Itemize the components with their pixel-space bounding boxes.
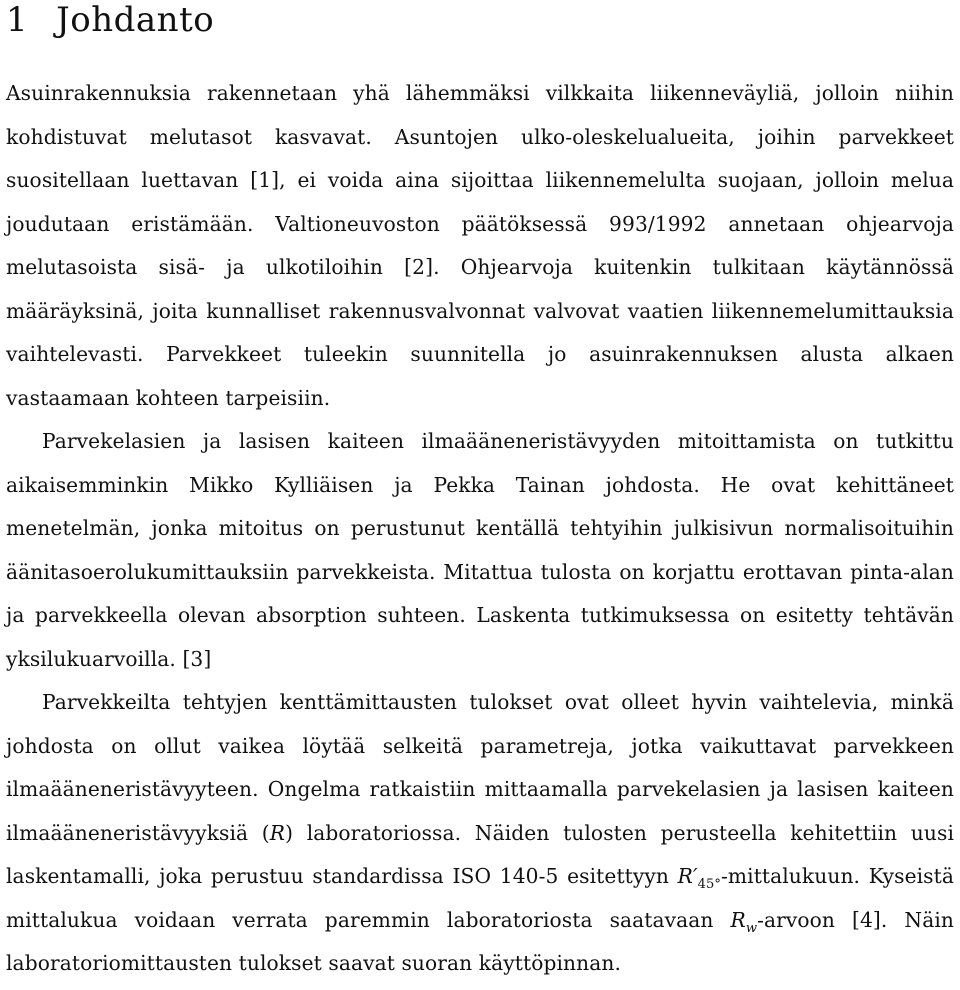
paragraph-3-text-c: -mittalukuun. Kyseistä mittalukua voidaan verrata paremmin laboratoriosta saatavaan xyxy=(6,864,954,932)
math-r-w-base: R xyxy=(730,907,746,932)
citation-3: [3] xyxy=(182,646,212,671)
math-r: R xyxy=(269,820,286,845)
paragraph-3-text-a: Parvekkeilta tehtyjen kenttämittausten tulokset ovat olleet hyvin vaihtelevia, minkä johdosta on ollut vaikea löytää selkeitä parametreja, jotka vaikuttavat parvekkeen ilmaääneneristävyyteen. Ongelma ratkaistiin mittaamalla parvekelasien ja lasisen kaiteen ilmaääneneristävyyksiä ( xyxy=(6,690,954,845)
math-r-prime-45 xyxy=(677,864,721,892)
section-heading xyxy=(6,0,954,40)
paragraph-1 xyxy=(6,72,954,420)
paragraph-1-text-a: Asuinrakennuksia rakennetaan yhä lähemmäksi vilkkaita liikenneväyliä, jolloin niihin kohdistuvat melutasot kasvavat. Asuntojen ulko-oleskelualueita, joihin parvekkeet suositellaan luettavan xyxy=(6,81,954,192)
citation-1: [1] xyxy=(250,168,280,192)
paragraph-1-text-b: , ei voida aina sijoittaa liikennemelulta suojaan, jolloin melua joudutaan eristämään. Valtioneuvoston päätöksessä 993/1992 annetaan ohjearvoja melutasoista sisä- ja ulkotiloihin xyxy=(6,168,954,279)
math-r-w xyxy=(730,907,758,936)
paragraph-3-text-e: . Näin laboratoriomittausten tulokset saavat suoran käyttöpinnan. xyxy=(6,907,954,975)
section-body xyxy=(6,72,954,986)
paragraph-3-text-d: -arvoon xyxy=(757,907,836,932)
paragraph-2-text: Parvekelasien ja lasisen kaiteen ilmaääneneristävyyden mitoittamista on tutkittu aikaisemminkin Mikko Kylliäisen ja Pekka Tainan johdosta. He ovat kehittäneet menetelmän, jonka mitoitus on perustunut kentällä tehtyihin julkisivun normalisoituihin äänitasoerolukumittauksiin parvekkeista. Mitattua tulosta on korjattu erottavan pinta-alan ja parvekkeella olevan absorption suhteen. Laskenta tutkimuksessa on esitetty tehtävän yksilukuarvoilla. xyxy=(6,429,954,671)
paragraph-2 xyxy=(6,420,954,681)
section-number: 1 xyxy=(6,0,29,40)
paragraph-1-text-c: . Ohjearvoja kuitenkin tulkitaan käytännössä määräyksinä, joita kunnalliset rakennusvalvonnat valvovat vaatien liikennemelumittauksia vaihtelevasti. Parvekkeet tuleekin suunnitella jo asuinrakennuksen alusta alkaen vastaamaan kohteen tarpeisiin. xyxy=(6,255,954,410)
section-title: Johdanto xyxy=(56,0,215,40)
paragraph-3 xyxy=(6,681,954,986)
math-r-prime-subscript: 45° xyxy=(697,877,721,892)
paragraph-3-text-b: ) laboratoriossa. Näiden tulosten perusteella kehitettiin uusi laskentamalli, joka perustuu standardissa ISO 140-5 esitettyyn xyxy=(6,820,955,888)
citation-4: [4] xyxy=(852,907,881,932)
math-r-prime-base: R′ xyxy=(677,864,698,888)
citation-2: [2] xyxy=(404,255,434,279)
math-r-w-subscript: w xyxy=(745,920,758,936)
